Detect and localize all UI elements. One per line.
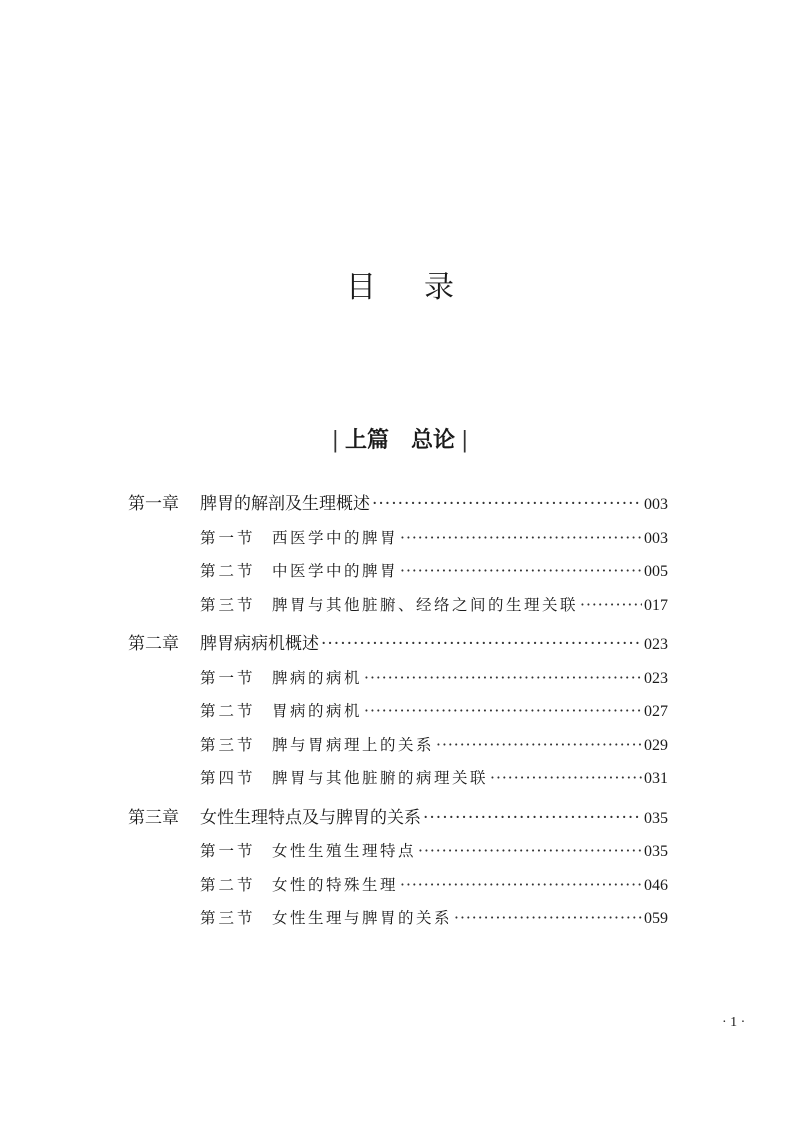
toc-section-entry[interactable]	[128, 522, 668, 556]
leader-dots	[436, 729, 642, 763]
leader-dots	[418, 835, 642, 869]
section-title: 脾病的病机	[272, 668, 363, 687]
toc-section-entry[interactable]	[128, 729, 668, 763]
section-title: 脾与胃病理上的关系	[272, 735, 435, 754]
page-number: · 1 ·	[722, 1015, 746, 1030]
section-page: 059	[644, 910, 668, 927]
toc-section-entry[interactable]	[128, 662, 668, 696]
section-number: 第四节	[200, 769, 256, 787]
section-number: 第三节	[200, 735, 256, 754]
leader-dots	[580, 589, 642, 623]
page-title: 目录	[346, 270, 502, 305]
table-of-contents	[128, 488, 668, 942]
section-page: 035	[644, 843, 668, 860]
section-number: 第二节	[200, 875, 256, 894]
section-page: 027	[644, 703, 668, 720]
chapter-block	[128, 628, 668, 796]
leader-dots	[372, 488, 642, 522]
section-page: 031	[644, 770, 668, 787]
section-page: 005	[644, 563, 668, 580]
chapter-page: 035	[644, 809, 668, 827]
part-name: 上篇	[344, 427, 389, 453]
section-title: 女性生理与脾胃的关系	[272, 909, 453, 927]
toc-section-entry[interactable]	[128, 555, 668, 589]
toc-section-entry[interactable]	[128, 835, 668, 869]
section-page: 023	[644, 669, 668, 687]
section-title: 中医学中的脾胃	[272, 562, 399, 580]
section-title: 脾胃与其他脏腑的病理关联	[272, 769, 489, 787]
leader-dots	[423, 802, 642, 836]
chapter-number: 第三章	[128, 807, 179, 828]
leader-dots	[321, 628, 642, 662]
chapter-title: 脾胃病病机概述	[200, 634, 319, 654]
section-page: 029	[644, 736, 668, 754]
section-number: 第二节	[200, 702, 256, 720]
part-heading-bar-right: |	[461, 428, 469, 453]
chapter-number: 第一章	[128, 494, 179, 514]
part-subtitle: 总论	[411, 427, 456, 453]
section-number: 第一节	[200, 528, 256, 547]
section-page: 046	[644, 876, 668, 894]
section-title: 女性的特殊生理	[272, 875, 399, 894]
section-title: 胃病的病机	[272, 702, 363, 720]
leader-dots	[364, 662, 642, 696]
section-page: 017	[644, 596, 668, 614]
part-heading-bar-left: |	[331, 428, 339, 453]
part-heading	[0, 423, 800, 454]
toc-section-entry[interactable]	[128, 869, 668, 903]
leader-dots	[454, 902, 642, 936]
leader-dots	[490, 762, 642, 796]
toc-chapter-entry[interactable]	[128, 628, 668, 662]
section-title: 女性生殖生理特点	[272, 842, 417, 860]
chapter-block	[128, 488, 668, 622]
chapter-number: 第二章	[128, 634, 179, 654]
toc-section-entry[interactable]	[128, 762, 668, 796]
section-page: 003	[644, 529, 668, 547]
section-number: 第三节	[200, 595, 256, 614]
leader-dots	[364, 695, 642, 729]
chapter-page: 023	[644, 636, 668, 653]
section-number: 第一节	[200, 842, 256, 860]
section-title: 西医学中的脾胃	[272, 528, 399, 547]
chapter-title: 脾胃的解剖及生理概述	[200, 494, 370, 514]
section-number: 第二节	[200, 562, 256, 580]
section-title: 脾胃与其他脏腑、经络之间的生理关联	[272, 595, 579, 614]
section-number: 第一节	[200, 668, 256, 687]
toc-section-entry[interactable]	[128, 695, 668, 729]
toc-section-entry[interactable]	[128, 902, 668, 936]
leader-dots	[400, 869, 642, 903]
chapter-title: 女性生理特点及与脾胃的关系	[200, 807, 421, 828]
leader-dots	[400, 522, 642, 556]
section-number: 第三节	[200, 909, 256, 927]
toc-chapter-entry[interactable]	[128, 802, 668, 836]
leader-dots	[400, 555, 642, 589]
toc-section-entry[interactable]	[128, 589, 668, 623]
chapter-page: 003	[644, 496, 668, 513]
chapter-block	[128, 802, 668, 936]
toc-chapter-entry[interactable]	[128, 488, 668, 522]
